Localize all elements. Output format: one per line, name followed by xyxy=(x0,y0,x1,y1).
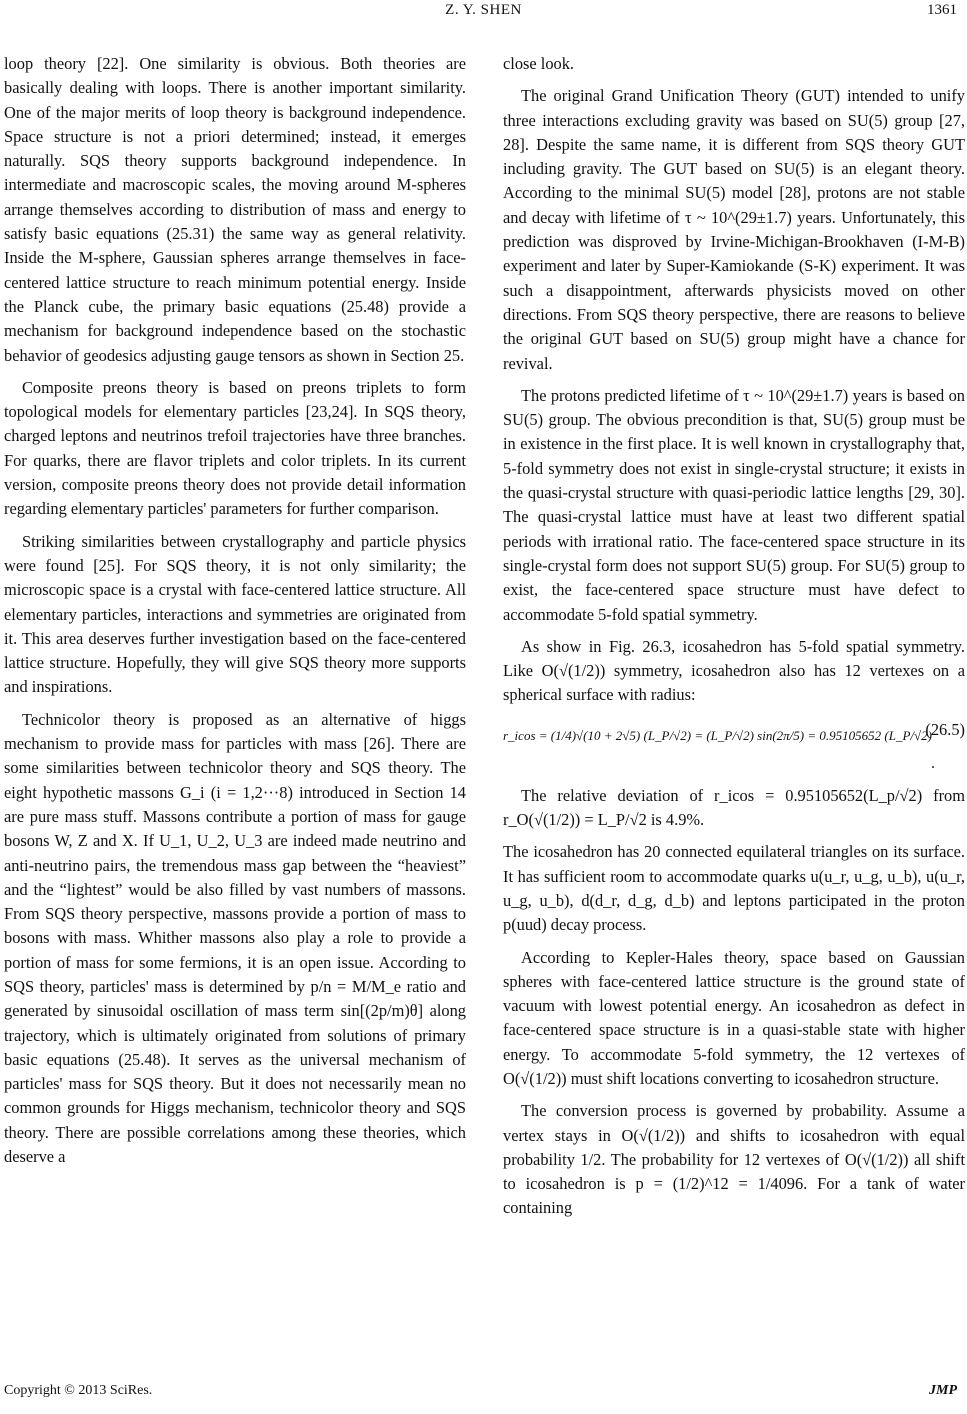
left-column xyxy=(4,52,466,1177)
equation-number: (26.5) xyxy=(925,719,965,739)
page-number: 1361 xyxy=(927,2,957,18)
equation-period: . xyxy=(931,754,935,772)
paragraph: The icosahedron has 20 connected equilateral triangles on its surface. It has sufficient room to accommodate quarks u(u_r, u_g, u_b), u(u_r, u_g, u_b), d(d_r, d_g, d_b) and leptons participated in the proton p(uud) decay process. xyxy=(503,842,965,935)
paragraph: The conversion process is governed by probability. Assume a vertex stays in O(√(1/2)) and shifts to icosahedron with equal probability 1/2. The probability for 12 vertexes of O(√(1/2)) all shift to icosahedron is p = (1/2)^12 = 1/4096. For a tank of water containing xyxy=(503,1101,965,1218)
paragraph: Technicolor theory is proposed as an alternative of higgs mechanism to provide mass for particles with mass [26]. There are some similarities between technicolor theory and SQS theory. The eight hypothetic massons G_i (i = 1,2···8) introduced in Section 14 are pure mass stuff. Massons contribute a portion of mass for gauge bosons W, Z and X. If U_1, U_2, U_3 are indeed made neutrino and anti-neutrino pairs, the tremendous mass gap between the “heaviest” and the “lightest” would be also filled by vast numbers of massons. From SQS theory perspective, massons provide a portion of mass to bosons with mass. Whither massons also play a role to provide a portion of mass for some fermions, it is an open issue. According to SQS theory, particles' mass is determined by p/n = M/M_e ratio and generated by sinusoidal oscillation of mass term sin[(2p/m)θ] along trajectory, which is ultimately originated from solutions of primary basic equations (25.48). It serves as the universal mechanism of particles' mass for SQS theory. But it does not necessarily mean no common grounds for Higgs mechanism, technicolor theory and SQS theory. There are possible correlations among these theories, which deserve a xyxy=(4,709,466,1167)
running-header xyxy=(0,2,967,26)
paragraph: As show in Fig. 26.3, icosahedron has 5-fold spatial symmetry. Like O(√(1/2)) symmetry, icosahedron also has 12 vertexes on a spherical surface with radius: xyxy=(503,636,965,705)
equation-body: r_icos = (1/4)√(10 + 2√5) (L_P/√2) = (L_P/√2) sin(2π/5) = 0.95105652 (L_P/√2) xyxy=(503,727,932,743)
copyright-notice: Copyright © 2013 SciRes. xyxy=(4,1383,153,1398)
paragraph: The original Grand Unification Theory (GUT) intended to unify three interactions excluding gravity was based on SU(5) group [27, 28]. Despite the same name, it is different from SQS theory GUT including gravity. The GUT based on SU(5) is an elegant theory. According to the minimal SU(5) model [28], protons are not stable and decay with lifetime of τ ~ 10^(29±1.7) years. Unfortunately, this prediction was disproved by Irvine-Michigan-Brookhaven (I-M-B) experiment and later by Super-Kamiokande (S-K) experiment. It was such a disappointment, afterwards physicists moved on other directions. From SQS theory perspective, there are reasons to believe the original GUT based on SU(5) group might have a chance for revival. xyxy=(503,86,965,373)
right-column xyxy=(503,52,965,1229)
paragraph: Composite preons theory is based on preons triplets to form topological models for elementary particles [23,24]. In SQS theory, charged leptons and neutrinos trefoil trajectories have three branches. For quarks, there are flavor triplets and color triplets. In its current version, composite preons theory does not provide detail information regarding elementary particles' parameters for further comparison. xyxy=(4,377,466,519)
paragraph: close look. xyxy=(503,54,575,73)
paragraph: The protons predicted lifetime of τ ~ 10^(29±1.7) years is based on SU(5) group. The obvious precondition is that, SU(5) group must be in existence in the first place. It is well known in crystallography that, 5-fold symmetry does not exist in single-crystal structure; it exists in the quasi-crystal structure with quasi-periodic lattice lengths [29, 30]. The quasi-crystal lattice must have at least two different spatial periods with irrational ratio. The face-centered space structure in its single-crystal form does not support SU(5) group. For SU(5) group to exist, the face-centered space structure must have defect to accommodate 5-fold spatial symmetry. xyxy=(503,385,965,624)
paragraph: Striking similarities between crystallography and particle physics were found [25]. For SQS theory, it is not only similarity; the microscopic space is a crystal with face-centered lattice structure. All elementary particles, interactions and symmetries are originated from it. This area deserves further investigation based on the face-centered lattice structure. Hopefully, they will give SQS theory more supports and inspirations. xyxy=(4,531,466,697)
equation-26-5 xyxy=(503,716,965,774)
paragraph: The relative deviation of r_icos = 0.95105652(L_p/√2) from r_O(√(1/2)) = L_P/√2 is 4.9%. xyxy=(503,785,965,830)
paragraph: According to Kepler-Hales theory, space based on Gaussian spheres with face-centered lattice structure is the ground state of vacuum with lowest potential energy. An icosahedron as defect in face-centered space structure is in a quasi-stable state with higher energy. To accommodate 5-fold symmetry, the 12 vertexes of O(√(1/2)) must shift locations converting to icosahedron structure. xyxy=(503,947,965,1088)
paragraph: loop theory [22]. One similarity is obvious. Both theories are basically dealing with loops. There is another important similarity. One of the major merits of loop theory is background independence. Space structure is not a priori determined; instead, it emerges naturally. SQS theory supports background independence. In intermediate and macroscopic scales, the moving around M-spheres arrange themselves according to distribution of mass and energy to satisfy basic equations (25.31) the same way as general relativity. Inside the M-sphere, Gaussian spheres arrange themselves in face-centered lattice structure to reach minimum potential energy. Inside the Planck cube, the primary basic equations (25.48) provide a mechanism for background independence based on the stochastic behavior of geodesics adjusting gauge tensors as shown in Section 25. xyxy=(4,54,466,365)
page-footer xyxy=(0,1383,967,1407)
running-title: Z. Y. SHEN xyxy=(445,2,522,18)
journal-abbreviation: JMP xyxy=(929,1383,957,1398)
